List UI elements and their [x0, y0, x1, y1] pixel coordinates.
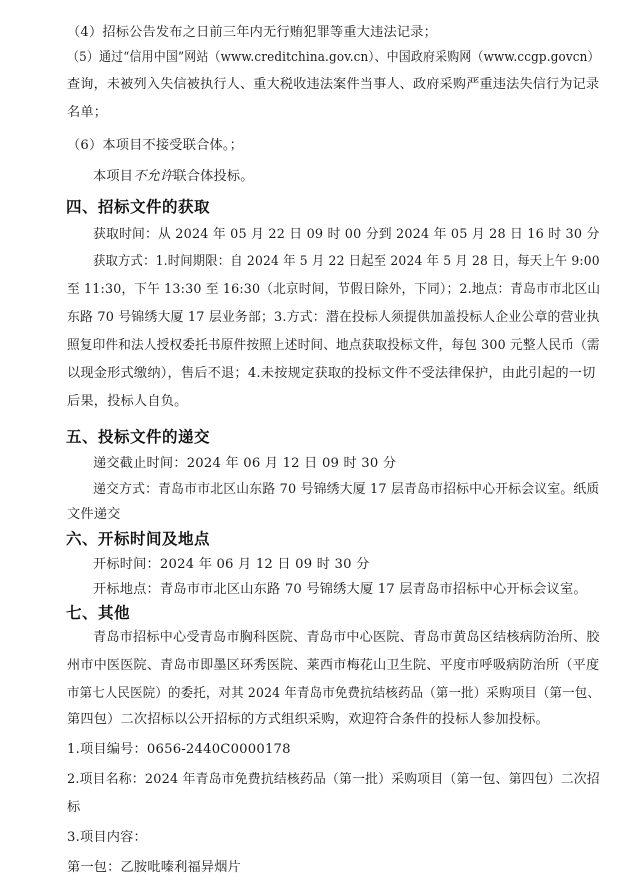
consortium-not-allowed: 不允许 — [133, 169, 174, 184]
submission-method: 递交方式：青岛市市北区山东路 70 号锦绣大厦 17 层青岛市招标中心开标会议室。纸质 — [93, 482, 600, 497]
qualification-item-5-end: 名单； — [67, 105, 108, 120]
obtain-method: 获取方式：1.时间期限：自 2024 年 5 月 22 日起至 2024 年 5 月 28 日，每天上午 9:00 — [93, 254, 600, 269]
project-name-cont: 标 — [67, 800, 81, 815]
qualification-item-4: （4）招标公告发布之日前三年内无行贿犯罪等重大违法记录； — [67, 25, 438, 40]
entrust-paragraph-cont: 州市中医医院、青岛市即墨区环秀医院、莱西市梅花山卫生院、平度市呼吸病防治所（平度 — [67, 658, 600, 673]
opening-place: 开标地点：青岛市市北区山东路 70 号锦绣大厦 17 层青岛市招标中心开标会议室。 — [93, 582, 587, 597]
consortium-note — [93, 168, 254, 186]
obtain-method-cont: 以现金形式缴纳），售后不退；4.未按规定获取的投标文件不受法律保护，由此引起的一切 — [67, 366, 596, 381]
entrust-paragraph-cont: 第四包）二次招标以公开招标的方式组织采购，欢迎符合条件的投标人参加投标。 — [67, 712, 549, 727]
qualification-item-5-cont: 查询，未被列入失信被执行人、重大税收违法案件当事人、政府采购严重违法失信行为记录 — [67, 77, 600, 92]
project-number: 1.项目编号：0656-2440C0000178 — [67, 742, 291, 757]
obtain-method-cont: 后果，投标人自负。 — [67, 394, 188, 409]
entrust-paragraph-cont: 市第七人民医院）的委托，对其 2024 年青岛市免费抗结核药品（第一批）采购项目（第一包、 — [67, 686, 601, 701]
section-heading: 六、开标时间及地点 — [66, 530, 211, 548]
opening-time: 开标时间：2024 年 06 月 12 日 09 时 30 分 — [93, 557, 370, 572]
obtain-method-cont: 至 11:30，下午 13:30 至 16:30（北京时间，节假日除外，下同）；2.地点：青岛市市北区山 — [67, 282, 601, 297]
package-1: 第一包：乙胺吡嗪利福异烟片 — [67, 860, 242, 875]
submission-deadline: 递交截止时间：2024 年 06 月 12 日 09 时 30 分 — [93, 456, 397, 471]
project-content-label: 3.项目内容： — [67, 830, 147, 845]
consortium-suffix: 联合体投标。 — [173, 169, 254, 184]
section-heading: 七、其他 — [66, 604, 131, 622]
section-heading: 五、投标文件的递交 — [66, 428, 211, 446]
obtain-method-cont: 东路 70 号锦绣大厦 17 层业务部；3.方式：潜在投标人须提供加盖投标人企业公章的营业执 — [67, 310, 600, 325]
obtain-time: 获取时间：从 2024 年 05 月 22 日 09 时 00 分到 2024 年 05 月 28 日 16 时 30 分 — [93, 227, 600, 242]
section-heading: 四、招标文件的获取 — [66, 198, 211, 216]
submission-method-cont: 文件递交 — [67, 507, 121, 522]
entrust-paragraph: 青岛市招标中心受青岛市胸科医院、青岛市中心医院、青岛市黄岛区结核病防治所、胶 — [93, 630, 600, 645]
qualification-item-5: （5）通过“信用中国”网站（www.creditchina.gov.cn）、中国政府采购网（www.ccgp.govcn） — [67, 50, 600, 65]
qualification-item-6: （6）本项目不接受联合体。； — [67, 138, 244, 153]
project-name: 2.项目名称：2024 年青岛市免费抗结核药品（第一批）采购项目（第一包、第四包）二次招 — [67, 772, 600, 787]
obtain-method-cont: 照复印件和法人授权委托书原件按照上述时间、地点获取投标文件，每包 300 元整人民币（需 — [67, 338, 600, 353]
consortium-prefix: 本项目 — [93, 169, 134, 184]
